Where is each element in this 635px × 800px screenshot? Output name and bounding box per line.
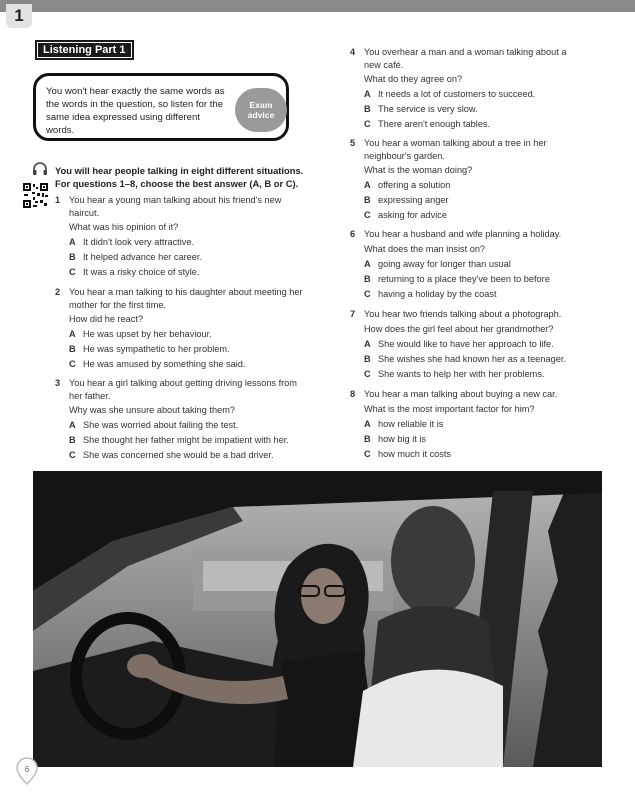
- section-title: Listening Part 1: [35, 40, 134, 60]
- option-text: She thought her father might be impatient with her.: [83, 435, 289, 445]
- option-text: It was a risky choice of style.: [83, 267, 200, 277]
- question-text: Why was she unsure about taking them?: [69, 405, 235, 415]
- qr-code-icon[interactable]: [23, 183, 48, 208]
- question-text: How does the girl feel about her grandmother?: [364, 323, 554, 334]
- option-text: asking for advice: [378, 210, 447, 220]
- option-a[interactable]: [364, 258, 610, 271]
- question-number: 1: [55, 195, 61, 205]
- option-c[interactable]: [364, 448, 610, 461]
- instruction-line-2: For questions 1–8, choose the best answer (A, B or C).: [55, 178, 299, 189]
- option-text: how big it is: [378, 433, 427, 444]
- question-stem: You overhear a man and a woman talking about a new café.: [364, 47, 567, 70]
- option-b[interactable]: [364, 353, 610, 366]
- option-text: returning to a place they've been to before: [378, 273, 550, 284]
- option-letter: C: [69, 450, 76, 460]
- option-text: She wishes she had known her as a teenager.: [378, 353, 566, 364]
- option-b[interactable]: [364, 273, 610, 286]
- option-b[interactable]: [69, 251, 305, 264]
- question-4: [350, 46, 590, 131]
- option-letter: A: [364, 418, 371, 429]
- option-letter: C: [69, 359, 76, 369]
- option-letter: C: [364, 288, 371, 299]
- option-a[interactable]: [364, 338, 610, 351]
- option-letter: A: [364, 258, 371, 269]
- question-2: [55, 286, 305, 371]
- option-letter: B: [364, 195, 371, 205]
- question-stem: You hear a man talking about buying a new car.: [364, 389, 558, 399]
- instructions: [55, 164, 320, 190]
- option-letter: B: [69, 435, 76, 445]
- option-letter: B: [364, 104, 371, 114]
- question-stem: You hear a young man talking about his friend's new haircut.: [69, 195, 282, 218]
- question-text: How did he react?: [69, 314, 144, 324]
- option-a[interactable]: [69, 236, 305, 249]
- unit-number-tab: 1: [6, 4, 32, 28]
- option-letter: B: [69, 252, 76, 262]
- option-letter: B: [364, 273, 371, 284]
- question-text: What is the woman doing?: [364, 165, 473, 175]
- option-c[interactable]: [364, 209, 590, 222]
- instruction-line-1: You will hear people talking in eight different situations.: [55, 165, 304, 176]
- option-text: It needs a lot of customers to succeed.: [378, 89, 536, 99]
- option-b[interactable]: [69, 434, 315, 447]
- option-text: having a holiday by the coast: [378, 288, 497, 299]
- option-text: He was amused by something she said.: [83, 359, 246, 369]
- question-stem: You hear a woman talking about a tree in her neighbour's garden.: [364, 138, 547, 161]
- top-bar: [0, 0, 635, 12]
- option-c[interactable]: [69, 358, 305, 371]
- exam-advice-badge: [235, 88, 287, 132]
- option-letter: A: [364, 180, 371, 190]
- option-text: She would like to have her approach to life.: [378, 338, 554, 349]
- option-a[interactable]: [69, 419, 315, 432]
- page-number-marker: [15, 757, 39, 785]
- question-8: [350, 388, 610, 460]
- option-letter: C: [364, 368, 371, 379]
- option-text: how reliable it is: [378, 418, 444, 429]
- question-1: [55, 194, 305, 279]
- option-letter: C: [364, 119, 371, 129]
- option-b[interactable]: [364, 433, 610, 446]
- option-c[interactable]: [69, 266, 305, 279]
- headphones-icon: [32, 162, 48, 176]
- option-text: He was upset by her behaviour.: [83, 329, 212, 339]
- option-letter: B: [69, 344, 76, 354]
- question-number: 8: [350, 389, 356, 399]
- option-letter: A: [69, 420, 76, 430]
- question-5: [350, 137, 590, 222]
- option-a[interactable]: [69, 328, 305, 341]
- option-text: She was concerned she would be a bad driver.: [83, 450, 274, 460]
- question-3: [55, 377, 315, 462]
- page-number: 6: [24, 765, 30, 774]
- option-text: going away for longer than usual: [378, 258, 511, 269]
- option-letter: A: [69, 237, 76, 247]
- option-letter: A: [69, 329, 76, 339]
- question-number: 5: [350, 138, 356, 148]
- option-text: He was sympathetic to her problem.: [83, 344, 230, 354]
- question-number: 3: [55, 378, 61, 388]
- question-6: [350, 228, 610, 300]
- option-letter: A: [364, 89, 371, 99]
- option-text: There aren't enough tables.: [378, 119, 491, 129]
- option-text: expressing anger: [378, 195, 449, 205]
- question-number: 6: [350, 229, 356, 239]
- option-text: offering a solution: [378, 180, 451, 190]
- option-text: She wants to help her with her problems.: [378, 368, 545, 379]
- question-text: What was his opinion of it?: [69, 222, 179, 232]
- exam-advice-badge-line2: advice: [247, 110, 275, 120]
- question-stem: You hear a husband and wife planning a holiday.: [364, 229, 562, 239]
- option-text: It didn't look very attractive.: [83, 237, 195, 247]
- photo-driving-lesson: [33, 471, 602, 767]
- option-c[interactable]: [69, 449, 315, 462]
- option-a[interactable]: [364, 418, 610, 431]
- option-a[interactable]: [364, 179, 590, 192]
- option-b[interactable]: [69, 343, 305, 356]
- question-stem: You hear a girl talking about getting driving lessons from her father.: [69, 378, 297, 401]
- exam-advice-text: You won't hear exactly the same words as the words in the question, so listen for the same idea expressed using different words.: [46, 86, 225, 136]
- option-text: how much it costs: [378, 448, 452, 459]
- exam-advice-badge-line1: Exam: [249, 100, 273, 110]
- question-number: 7: [350, 309, 356, 319]
- question-number: 4: [350, 47, 356, 57]
- option-text: It helped advance her career.: [83, 252, 203, 262]
- option-text: The service is very slow.: [378, 104, 478, 114]
- option-c[interactable]: [364, 288, 610, 301]
- option-letter: B: [364, 433, 371, 444]
- question-text: What do they agree on?: [364, 74, 463, 84]
- question-7: [350, 308, 610, 380]
- option-text: She was worried about failing the test.: [83, 420, 239, 430]
- question-text: What is the most important factor for him?: [364, 403, 535, 414]
- option-letter: C: [69, 267, 76, 277]
- option-letter: B: [364, 353, 371, 364]
- option-c[interactable]: [364, 368, 610, 381]
- option-letter: A: [364, 338, 371, 349]
- option-b[interactable]: [364, 103, 590, 116]
- option-letter: C: [364, 448, 371, 459]
- option-c[interactable]: [364, 118, 590, 131]
- question-number: 2: [55, 287, 61, 297]
- option-b[interactable]: [364, 194, 590, 207]
- question-stem: You hear two friends talking about a photograph.: [364, 309, 562, 319]
- question-text: What does the man insist on?: [364, 243, 486, 254]
- question-stem: You hear a man talking to his daughter about meeting her mother for the first time.: [69, 287, 303, 310]
- option-letter: C: [364, 210, 371, 220]
- option-a[interactable]: [364, 88, 590, 101]
